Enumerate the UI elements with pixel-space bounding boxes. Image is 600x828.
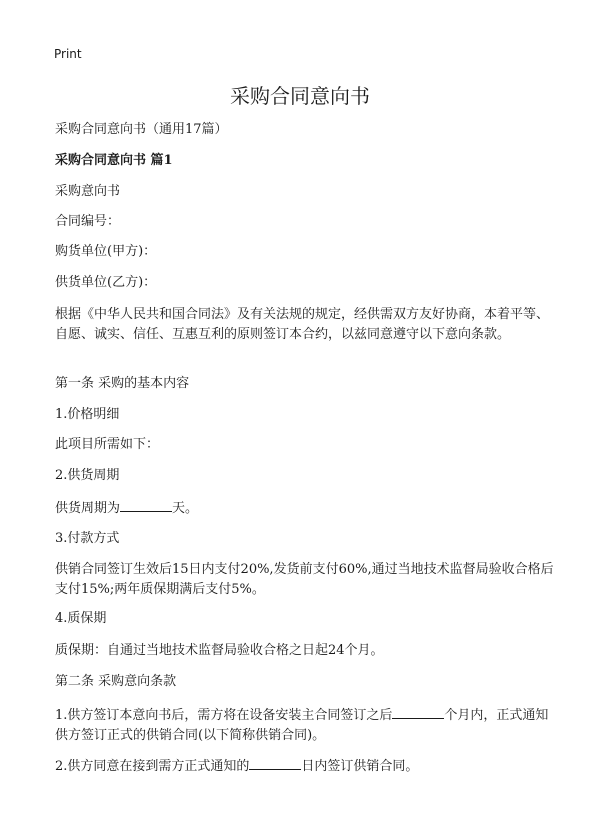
clause-2-paragraph [55, 755, 418, 777]
item-2-text-before: 供货周期为 [55, 501, 121, 516]
item-2-title: 2.供货周期 [55, 468, 120, 483]
clause-1-text-after: 个月内，正式通知供方签订正式的供销合同(以下简称供销合同)。 [55, 708, 549, 743]
section-heading: 采购合同意向书 篇1 [55, 153, 173, 168]
fill-in-blank [120, 497, 172, 512]
item-2-text-after: 天。 [172, 501, 199, 516]
doc-name: 采购意向书 [55, 184, 121, 199]
buyer-label: 购货单位(甲方)： [55, 244, 157, 259]
seller-label: 供货单位(乙方)： [55, 275, 157, 290]
item-3-title: 3.付款方式 [55, 531, 120, 546]
intro-paragraph: 根据《中华人民共和国合同法》及有关法规的规定，经供需双方友好协商，本着平等、自愿、诚实、信任、互惠互利的原则签订本合约，以兹同意遵守以下意向条款。 [55, 307, 550, 342]
clause-2-text-before: 2.供方同意在接到需方正式通知的 [55, 759, 250, 774]
article-1-heading: 第一条 采购的基本内容 [55, 376, 190, 391]
clause-1-text-before: 1.供方签订本意向书后，需方将在设备安装主合同签订之后 [55, 708, 393, 723]
contract-number-label: 合同编号： [55, 214, 121, 229]
clause-2-text-after: 日内签订供销合同。 [301, 759, 419, 774]
print-label: Print [54, 47, 82, 61]
subtitle: 采购合同意向书（通用17篇） [55, 122, 228, 137]
item-4-title: 4.质保期 [55, 611, 107, 626]
item-1-title: 1.价格明细 [55, 407, 120, 422]
article-2-heading: 第二条 采购意向条款 [55, 674, 177, 689]
item-1-text: 此项目所需如下： [55, 437, 160, 452]
item-2-text [55, 497, 198, 519]
clause-1-paragraph [55, 704, 555, 746]
page-title: 采购合同意向书 [230, 84, 370, 108]
fill-in-blank [392, 704, 444, 719]
fill-in-blank [249, 755, 301, 770]
item-4-text: 质保期：自通过当地技术监督局验收合格之日起24个月。 [55, 643, 384, 658]
item-3-text: 供销合同签订生效后15日内支付20%,发货前支付60%,通过当地技术监督局验收合格后支付15%;两年质保期满后支付5%。 [55, 562, 554, 597]
